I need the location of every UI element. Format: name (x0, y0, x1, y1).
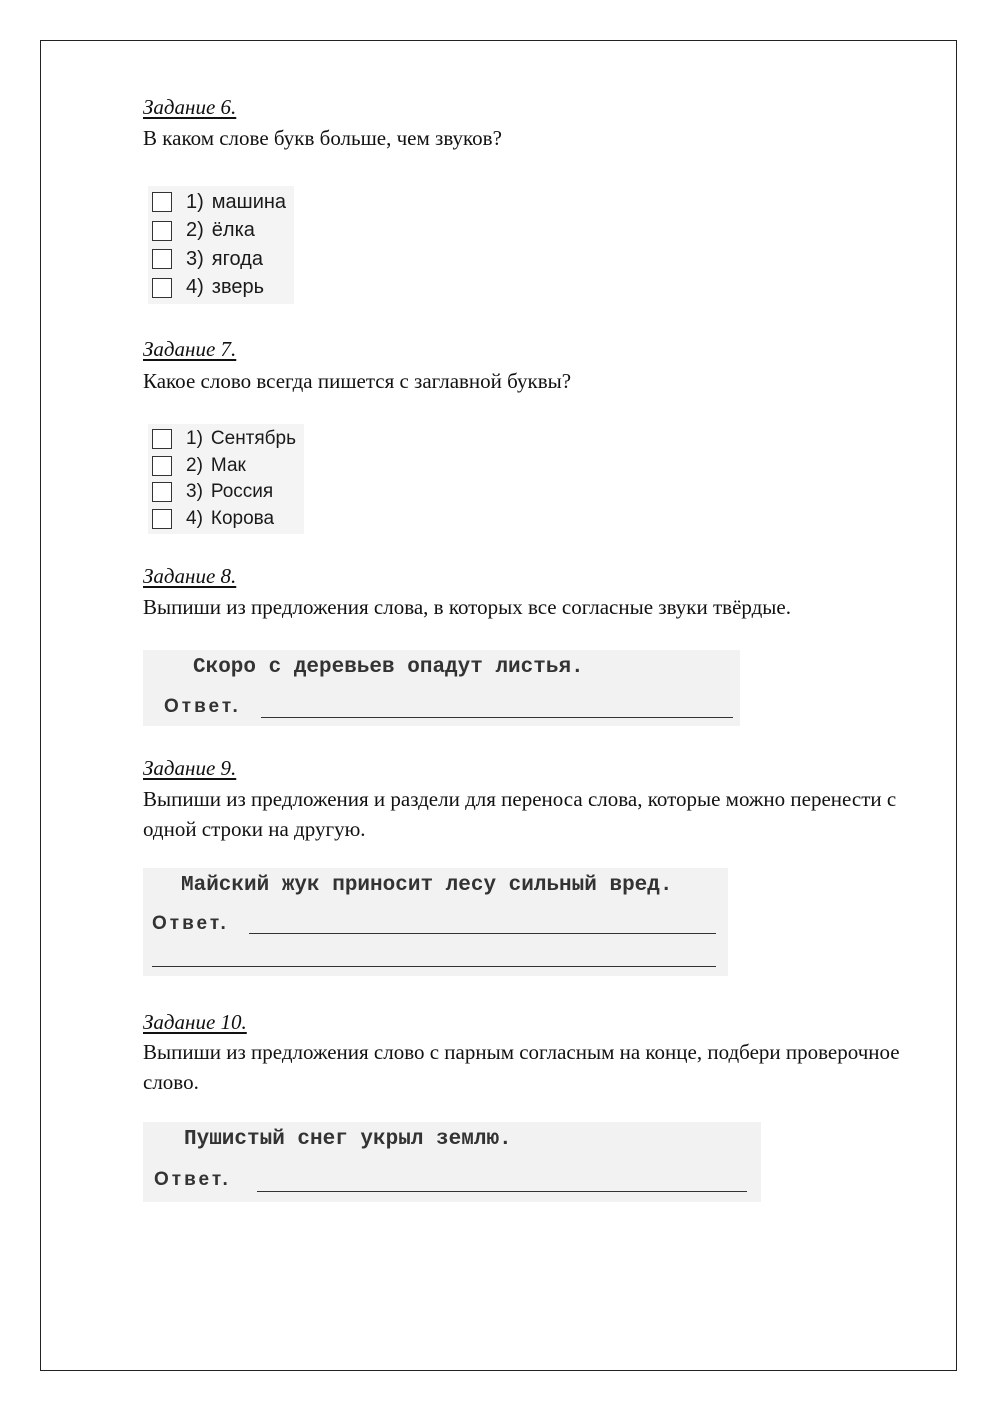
task-9-answer-line[interactable] (249, 933, 716, 934)
option-number: 1) (186, 190, 204, 213)
checkbox[interactable] (152, 278, 172, 298)
checkbox[interactable] (152, 482, 172, 502)
option-number: 2) (186, 219, 204, 242)
task-8-answer-line[interactable] (261, 717, 733, 718)
task-6-option-2[interactable] (152, 217, 286, 246)
option-label: Мак (210, 454, 246, 476)
option-label: ягода (211, 247, 263, 270)
task-7-title: Задание 7. (143, 337, 237, 361)
task-6-option-3[interactable] (152, 245, 286, 274)
task-8-sentence: Скоро с деревьев опадут листья. (193, 656, 584, 679)
option-number: 4) (186, 507, 203, 529)
task-10-sentence: Пушистый снег укрыл землю. (184, 1128, 512, 1151)
checkbox[interactable] (152, 192, 172, 212)
task-9-answer-line-2[interactable] (152, 966, 716, 967)
option-label: машина (211, 190, 287, 213)
task-7-option-3[interactable] (152, 479, 296, 506)
task-8-exercise (143, 650, 740, 726)
task-7-options (148, 424, 304, 534)
task-7-option-2[interactable] (152, 453, 296, 480)
task-9-exercise (143, 868, 728, 976)
option-number: 3) (186, 481, 203, 503)
option-label: Сентябрь (210, 428, 297, 450)
checkbox[interactable] (152, 221, 172, 241)
option-number: 2) (186, 454, 203, 476)
task-9-question: Выпиши из предложения и раздели для переноса слова, которые можно перенести с одной строки на другую. (143, 787, 897, 841)
task-6-question: В каком слове букв больше, чем звуков? (143, 126, 502, 150)
option-number: 3) (186, 247, 204, 270)
task-9-sentence: Майский жук приносит лесу сильный вред. (181, 874, 673, 897)
task-7-option-4[interactable] (152, 506, 296, 533)
option-label: Россия (210, 481, 274, 503)
checkbox[interactable] (152, 509, 172, 529)
option-label: ёлка (211, 219, 255, 242)
checkbox[interactable] (152, 456, 172, 476)
task-10-exercise (143, 1122, 761, 1202)
task-7-question: Какое слово всегда пишется с заглавной буквы? (143, 369, 572, 393)
checkbox[interactable] (152, 429, 172, 449)
option-number: 1) (186, 428, 203, 450)
checkbox[interactable] (152, 249, 172, 269)
task-8-title: Задание 8. (143, 564, 237, 588)
task-10-answer-line[interactable] (257, 1191, 747, 1192)
task-6-options (148, 186, 294, 304)
task-8-question: Выпиши из предложения слова, в которых все согласные звуки твёрдые. (143, 595, 791, 619)
task-8-answer-label: Ответ. (164, 696, 241, 717)
task-10-question: Выпиши из предложения слово с парным согласным на конце, подбери проверочное слово. (143, 1040, 900, 1094)
option-label: Корова (210, 507, 275, 529)
task-6-option-1[interactable] (152, 188, 286, 217)
task-9-title: Задание 9. (143, 756, 237, 780)
task-9-answer-label: Ответ. (152, 913, 229, 934)
task-10-title: Задание 10. (143, 1010, 247, 1034)
option-number: 4) (186, 276, 204, 299)
task-10-answer-label: Ответ. (154, 1169, 231, 1190)
task-7-option-1[interactable] (152, 426, 296, 453)
task-6-option-4[interactable] (152, 274, 286, 303)
task-6-title: Задание 6. (143, 95, 237, 119)
option-label: зверь (211, 276, 265, 299)
